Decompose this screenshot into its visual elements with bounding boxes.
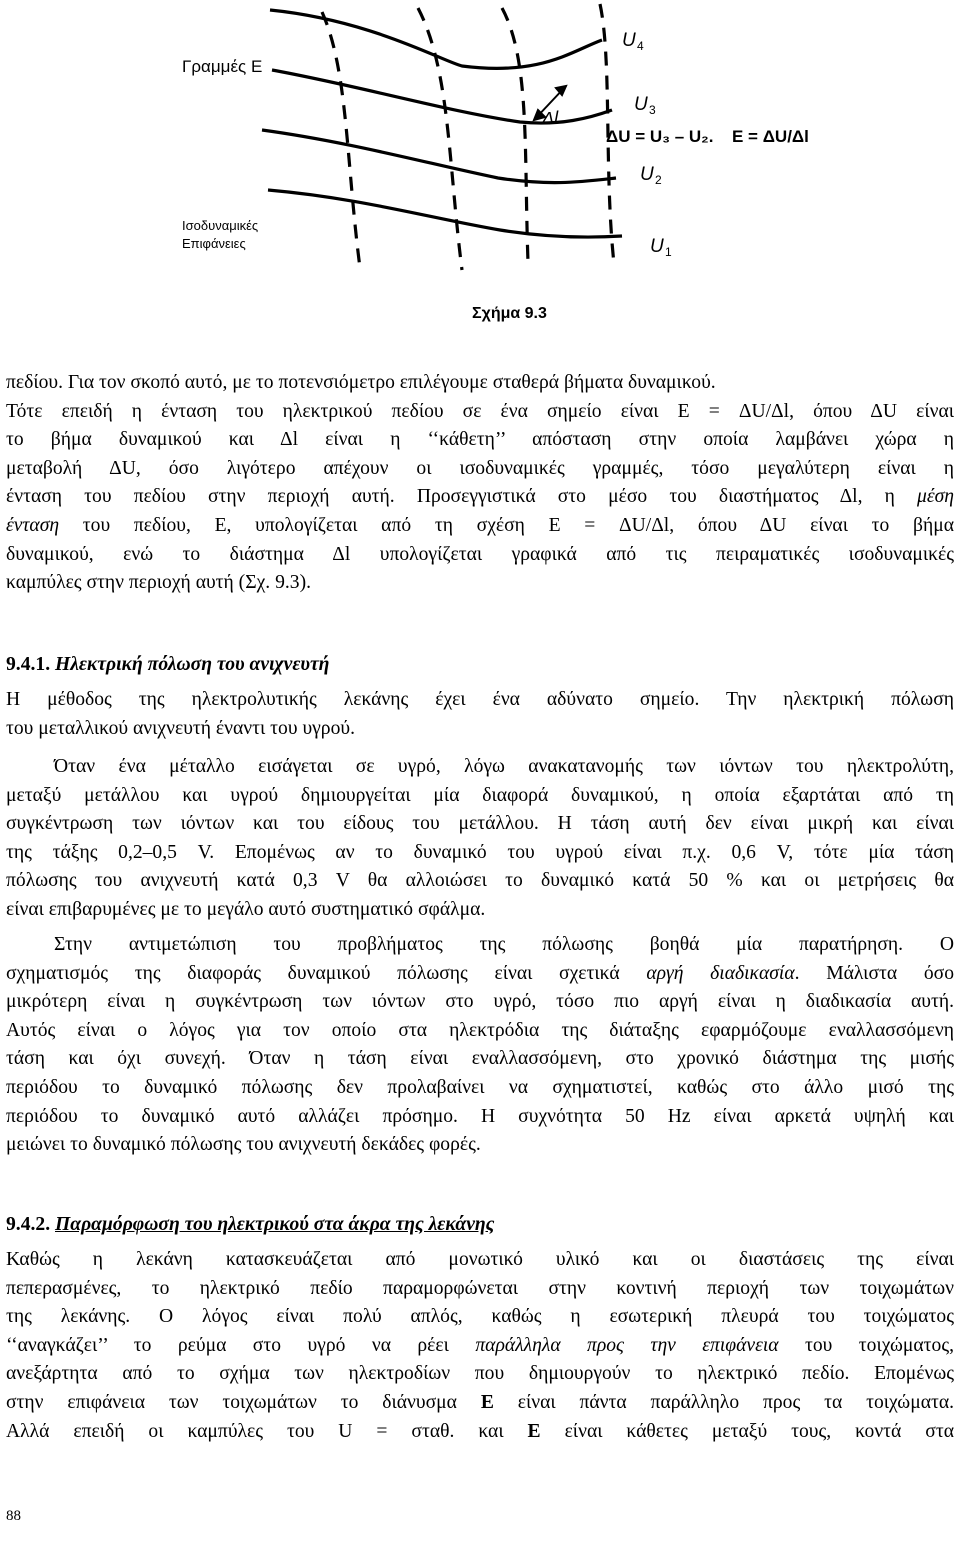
text-line: μεταβολή ΔU, όσο λιγότερο απέχουν οι ισοδυναμικές γραμμές, τόσο μεγαλύτερη είναι η (6, 457, 954, 479)
text-line: δυναμικού, ενώ το διάστημα Δl υπολογίζεται γραφικά από τις πειραματικές ισοδυναμικές (6, 543, 954, 565)
text-line: μειώνει το δυναμικό πόλωσης του ανιχνευτή δεκάδες φορές. (6, 1134, 481, 1156)
text-line: πεπερασμένες, το ηλεκτρικό πεδίο παραμορφώνεται στην κοντινή περιοχή των τοιχωμάτων (6, 1277, 954, 1299)
text-line: στην επιφάνεια των τοιχωμάτων το διάνυσμα E είναι πάντα παράλληλο προς τα τοιχώματα. (6, 1391, 954, 1413)
page-number: 88 (6, 1508, 21, 1524)
section-title: Παραμόρφωση του ηλεκτρικού στα άκρα της λεκάνης (55, 1214, 495, 1235)
u3-label: U (634, 94, 648, 115)
text-line: Η μέθοδος της ηλεκτρολυτικής λεκάνης έχει ένα αδύνατο σημείο. Την ηλεκτρική πόλωση (6, 689, 954, 710)
equipotential-surfaces (322, 4, 614, 270)
text-line: Αλλά επειδή οι καμπύλες του U = σταθ. και E είναι κάθετες μεταξύ τους, κοντά στα (6, 1420, 954, 1442)
text-line: περιόδου το δυναμικό αυτό αλλάζει πρόσημο. Η συχνότητα 50 Hz είναι αρκετά υψηλή και (6, 1105, 954, 1127)
u4-label: U (622, 30, 636, 51)
text-line: Αυτός είναι ο λόγος για τον οποίο στα ηλεκτρόδια της διάταξης εφαρμόζουμε εναλλασσόμενη (6, 1019, 954, 1041)
paragraph-polarization-solution (6, 931, 954, 1160)
field-line (272, 70, 612, 123)
text-line: Στην αντιμετώπιση του προβλήματος της πόλωσης βοηθά μία παρατήρηση. Ο (54, 934, 954, 955)
text-line: της λεκάνης. Ο λόγος είναι πολύ απλός, καθώς η εσωτερική πλευρά του τοιχώματος (6, 1306, 954, 1328)
e-formula: E = ΔU/Δl (732, 127, 809, 146)
equipotential-line (502, 8, 528, 262)
intensity-term: ένταση (6, 514, 60, 536)
u1-label: U (650, 236, 664, 257)
text-line: ανεξάρτητα από το σχήμα των ηλεκτροδίων που δημιουργούν το ηλεκτρικό πεδίο. Επομένως (6, 1363, 954, 1385)
paragraph-metal-potential (6, 753, 954, 925)
parallel-term: παράλληλα προς την επιφάνεια (475, 1334, 779, 1356)
text-line: καμπύλες στην περιοχή αυτή (Σχ. 9.3). (6, 572, 312, 594)
text-line: περιόδου το δυναμικό πόλωσης δεν προλαβαίνει να σχηματιστεί, καθώς στο άλλο μισό της (6, 1076, 954, 1098)
section-heading-9-4-2 (6, 1211, 954, 1240)
vector-e: E (527, 1420, 541, 1442)
text-line: Όταν ένα μέταλλο εισάγεται σε υγρό, λόγω ανακατανομής των ιόντων του ηλεκτρολύτη, (54, 756, 954, 777)
field-line (262, 130, 616, 183)
section-title: Ηλεκτρική πόλωση του ανιχνευτή (55, 654, 330, 675)
section-heading-9-4-1 (6, 651, 954, 680)
mean-term: μέση (917, 486, 954, 508)
vector-e: E (480, 1391, 494, 1413)
surfaces-label-line1: Ισοδυναμικές (182, 218, 259, 233)
text-line: πεδίου. Για τον σκοπό αυτό, με το ποτενσιόμετρο επιλέγουμε σταθερά βήματα δυναμικού. (6, 372, 716, 393)
text-line: το βήμα δυναμικού και Δl είναι η ‘‘κάθετη’’ απόσταση στην οποία λαμβάνει χώρα η (6, 429, 954, 451)
figure-equipotential-lines (0, 0, 960, 340)
text-line: ένταση του πεδίου, E, υπολογίζεται από τη σχέση E = ΔU/Δl, όπου ΔU είναι το βήμα (6, 514, 954, 536)
text-line: Τότε επειδή η ένταση του ηλεκτρικού πεδίου σε ένα σημείο είναι E = ΔU/Δl, όπου ΔU είναι (6, 400, 954, 422)
paragraph-field-intensity (6, 369, 954, 598)
text-line: ‘‘αναγκάζει’’ το ρεύμα στο υγρό να ρέει παράλληλα προς την επιφάνεια του τοιχώματος, (6, 1334, 954, 1356)
delta-u-formula: ΔU = U₃ – U₂. (606, 127, 714, 146)
text-line: σχηματισμός της διαφοράς δυναμικού πόλωσης είναι σχετικά αργή διαδικασία. Μάλιστα όσο (6, 962, 954, 984)
text-line: μικρότερη είναι η συγκέντρωση των ιόντων στο υγρό, τόσο πιο αργή είναι η διαδικασία αυτή. (6, 991, 954, 1013)
text-line: της τάξης 0,2–0,5 V. Επομένως αν το δυναμικό του υγρού είναι π.χ. 0,6 V, τότε μία τάση (6, 841, 954, 863)
u1-subscript: 1 (665, 245, 672, 259)
paragraph-wall-distortion (6, 1246, 954, 1446)
equipotential-line (418, 8, 462, 270)
text-line: πόλωσης του ανιχνευτή κατά 0,3 V θα αλλοιώσει το δυναμικό κατά 50 % και οι μετρήσεις θα (6, 870, 954, 892)
delta-l-label: Δl (542, 108, 559, 128)
surfaces-label-line2: Επιφάνειες (182, 236, 246, 251)
section-number: 9.4.1. (6, 654, 51, 675)
field-lines (262, 10, 622, 237)
section-number: 9.4.2. (6, 1214, 51, 1235)
text-line: τάση και όχι συνεχή. Όταν η τάση είναι εναλλασσόμενη, στο χρονικό διάστημα της μισής (6, 1048, 954, 1070)
field-line (268, 190, 622, 237)
figure-caption: Σχήμα 9.3 (472, 305, 547, 322)
u4-subscript: 4 (637, 39, 644, 53)
paragraph-method-weakness (6, 686, 954, 743)
text-line: μεταξύ μετάλλου και υγρού δημιουργείται μία διαφορά δυναμικού, η οποία εξαρτάται από τη (6, 784, 954, 806)
slow-process-term: αργή διαδικασία (646, 962, 795, 984)
text-line: Καθώς η λεκάνη κατασκευάζεται από μονωτικό υλικό και οι διαστάσεις της είναι (6, 1249, 954, 1270)
text-line: συγκέντρωση των ιόντων και του είδους του μετάλλου. Η τάση αυτή δεν είναι μικρή και είναι (6, 813, 954, 835)
u2-subscript: 2 (655, 173, 662, 187)
text-line: του μεταλλικού ανιχνευτή έναντι του υγρού. (6, 717, 355, 739)
u3-subscript: 3 (649, 103, 656, 117)
text-line: ένταση του πεδίου στην περιοχή αυτή. Προσεγγιστικά στο μέσο του διαστήματος Δl, η μέση (6, 486, 954, 508)
field-lines-label: Γραμμές E (182, 57, 263, 76)
u2-label: U (640, 164, 654, 185)
text-line: είναι επιβαρυμένες με το μεγάλο αυτό συστηματικό σφάλμα. (6, 898, 486, 920)
